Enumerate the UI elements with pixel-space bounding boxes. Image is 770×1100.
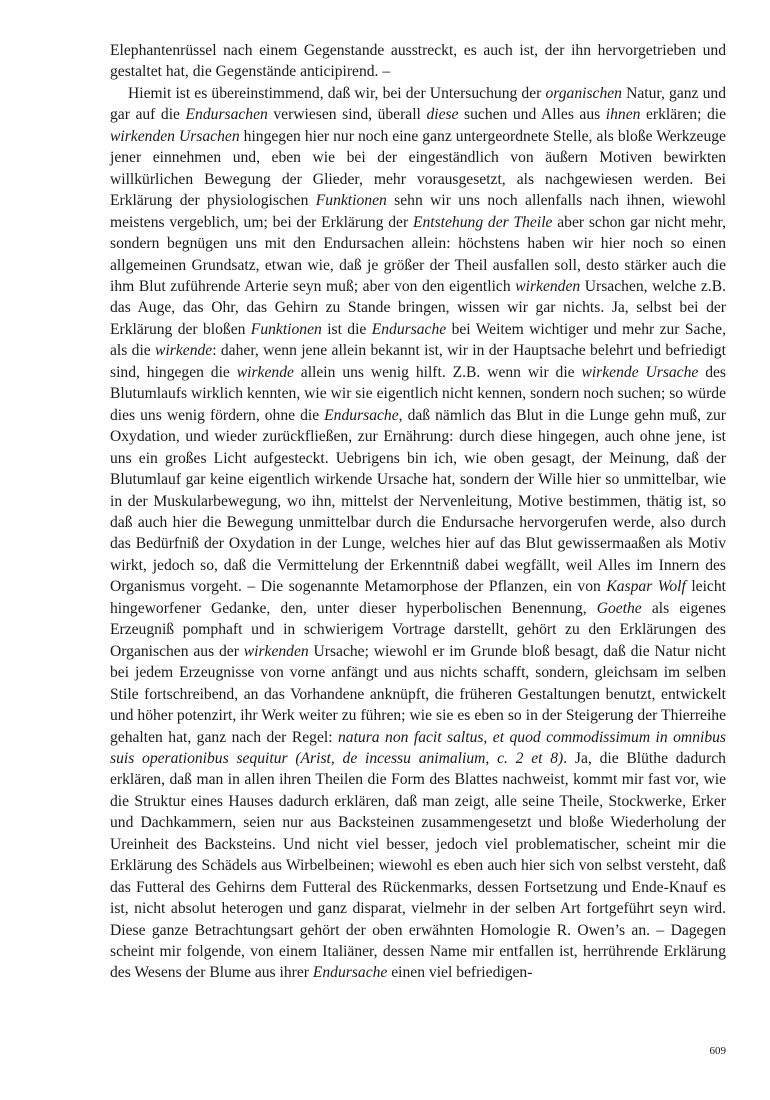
text-run: hingegen hier nur noch eine ganz untergeordnete Stelle, als bloße Werkzeuge jener einnehmen und, eben wie bei der eingeständlich von äußern Motiven bewirkten willkürlichen Bewegung der Glieder, mehr vorausgesetzt, als nachgewiesen werden. Bei Erklärung der physiologischen bbox=[110, 127, 726, 210]
italic-text: wirkende Ursache bbox=[581, 363, 699, 381]
text-run: Hiemit ist es übereinstimmend, daß wir, bei der Untersuchung der bbox=[128, 84, 546, 102]
text-run: leicht hingeworfener Gedanke, den, unter dieser hyperbolischen Benennung, bbox=[110, 578, 726, 617]
italic-text: natura non facit saltus, et quod commodissimum in omnibus suis operationibus sequitur (Arist, de incessu animalium, c. 2 et 8) bbox=[110, 728, 726, 767]
text-run: : daher, wenn jene allein bekannt ist, wir in der Hauptsache belehrt und befriedigt sind, hingegen die bbox=[110, 342, 726, 381]
italic-text: organischen bbox=[545, 84, 622, 102]
text-run: einen viel befriedigen- bbox=[387, 964, 533, 982]
italic-text: wirkenden bbox=[515, 277, 581, 295]
document-page bbox=[110, 40, 726, 984]
italic-text: Endursachen bbox=[185, 106, 268, 124]
text-run: Ursache; wiewohl er im Grunde bloß besagt, daß die Natur nicht bei jedem Erzeugnisse von vorne anfängt und aus nichts schafft, sondern, gleichsam im selben Stile fortschreibend, an das Vorhandene anknüpft, die früheren Gestaltungen benutzt, entwickelt und höher potenzirt, ihr Werk weiter zu führen; wie sie es eben so in der Steigerung der Thierreihe gehalten hat, ganz nach der Regel: bbox=[110, 642, 726, 746]
paragraph bbox=[110, 83, 726, 984]
italic-text: Kaspar Wolf bbox=[606, 578, 686, 596]
italic-text: Endursache bbox=[324, 406, 399, 424]
text-run: Natur, ganz und gar auf die bbox=[110, 84, 726, 124]
italic-text: ihnen bbox=[605, 106, 641, 124]
text-run: sehn wir uns noch allenfalls nach ihnen, wiewohl meistens vergeblich, um; bei der Erklärung der bbox=[110, 192, 727, 231]
text-run: . Ja, die Blüthe dadurch erklären, daß man in allen ihren Theilen die Form des Blattes nachweist, kommt mir fast vor, wie die Struktur eines Hauses dadurch erklären, daß man zeigt, alle seine Theile, Stockwerke, Erker und Dachkammern, seien nur aus Backsteinen zusammengesetzt und bloße Wiederholung der Ureinheit des Backsteins. Und nicht viel besser, jedoch viel problematischer, scheint mir die Erklärung des Schädels aus Wirbelbeinen; wiewohl es eben auch hier sich von selbst versteht, daß das Futteral des Gehirns dem Futteral des Rückenmarks, dessen Fortsetzung und Ende-Knauf es ist, nicht absolut heterogen und ganz disparat, vielmehr in der selben Art fortgeführt seyn wird. Diese ganze Betrachtungsart gehört der oben erwähnten Homologie R. Owen’s an. – Dagegen scheint mir folgende, von einem Italiäner, dessen Name mir entfallen ist, herrührende Erklärung des Wesens der Blume aus ihrer bbox=[110, 749, 726, 982]
text-run: des Blutumlaufs wirklich kennten, wie wir sie eigentlich nicht kennen, sondern noch suchen; so würde dies uns wenig fördern, ohne die bbox=[110, 363, 726, 424]
italic-text: wirkenden Ursachen bbox=[110, 127, 240, 145]
text-run: ist die bbox=[321, 320, 372, 338]
text-run: als eigenes Erzeugniß pomphaft und in schwierigem Vortrage darstellt, gehört zu den Erklärungen des Organischen aus der bbox=[110, 599, 726, 660]
italic-text: Entstehung der Theile bbox=[412, 213, 553, 231]
text-run: bei Weitem wichtiger und mehr zur Sache, als die bbox=[110, 320, 726, 360]
page-number: 609 bbox=[709, 1045, 726, 1057]
italic-text: Endursache bbox=[312, 964, 388, 982]
italic-text: Funktionen bbox=[315, 192, 387, 210]
italic-text: wirkende bbox=[155, 342, 213, 360]
italic-text: Endursache bbox=[371, 320, 447, 338]
italic-text: diese bbox=[426, 106, 459, 124]
text-run: aber schon gar nicht mehr, sondern begnügen uns mit den Endursachen allein: höchstens haben wir hier noch so einen allgemeinen Grundsatz, etwan wie, daß je größer der Theil ausfallen soll, desto stärker auch die ihm Blut zuführende Arterie seyn muß; aber von den eigentlich bbox=[110, 213, 726, 295]
text-run: verwiesen sind, überall bbox=[267, 106, 427, 124]
italic-text: Goethe bbox=[596, 599, 642, 617]
text-run: Ursachen, welche z.B. das Auge, das Ohr, das Gehirn zu Stande bringen, wissen wir gar nichts. Ja, selbst bei der Erklärung der bloßen bbox=[110, 277, 726, 338]
paragraph bbox=[110, 40, 726, 83]
text-run: allein uns wenig hilft. Z.B. wenn wir die bbox=[293, 363, 582, 381]
italic-text: Funktionen bbox=[250, 320, 322, 338]
text-run: erklären; die bbox=[640, 106, 726, 124]
italic-text: wirkenden bbox=[243, 642, 309, 660]
italic-text: wirkende bbox=[236, 363, 294, 381]
text-run: Elephantenrüssel nach einem Gegenstande ausstreckt, es auch ist, der ihn hervorgetrieben und gestaltet hat, die Gegenstände anticipirend. – bbox=[110, 42, 726, 81]
text-run: , daß nämlich das Blut in die Lunge gehn muß, zur Oxydation, und wieder zurückfließen, zur Ernährung: durch diese hingegen, auch ohne jene, ist uns ein großes Licht aufgesteckt. Uebrigens bin ich, wie oben gesagt, der Meinung, daß der Blutumlauf gar keine eigentlich wirkende Ursache hat, sondern der Wille hier so unmittelbar, wie in der Muskularbewegung, wo ihn, mittelst der Nervenleitung, Motive bestimmen, thätig ist, so daß auch hier die Bewegung unmittelbar durch die Endursache hervorgerufen werde, also durch das Bedürfniß der Oxydation in der Lunge, welches hier auf das Blut gewissermaaßen als Motiv wirkt, jedoch so, daß die Vermittelung der Erkenntniß dabei wegfällt, weil Alles im Innern des Organismus vorgeht. – Die sogenannte Metamorphose der Pflanzen, ein von bbox=[110, 406, 726, 596]
body-text bbox=[110, 40, 726, 984]
text-run: suchen und Alles aus bbox=[458, 106, 606, 124]
